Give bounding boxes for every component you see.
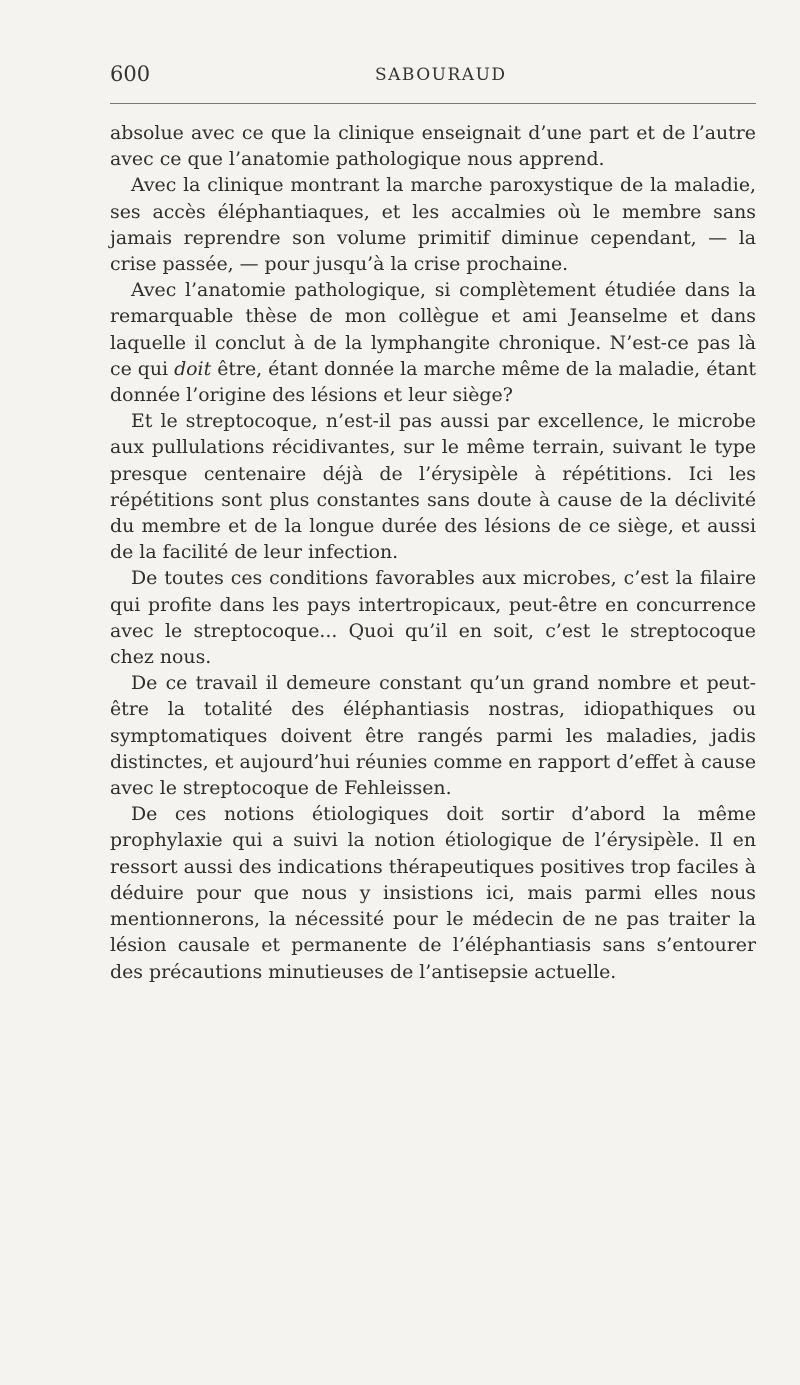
page-header	[110, 62, 756, 92]
paragraph: De ces notions étiologiques doit sortir d’abord la même prophylaxie qui a suivi la notion étiologique de l’érysipèle. Il en ressort aussi des indications thérapeutiques positives trop faciles à déduire pour que nous y insistions ici, mais parmi elles nous mentionnerons, la nécessité pour le médecin de ne pas traiter la lésion causale et permanente de l’éléphantiasis sans s’entourer des précautions minutieuses de l’antisepsie actuelle.	[110, 803, 756, 983]
paragraph: absolue avec ce que la clinique enseignait d’une part et de l’autre avec ce que l’anatomie pathologique nous apprend.	[110, 122, 756, 171]
paragraph: De ce travail il demeure constant qu’un grand nombre et peut-être la totalité des éléphantiasis nostras, idiopathiques ou symptomatiques doivent être rangés parmi les maladies, jadis distinctes, et aujourd’hui réunies comme en rapport d’effet à cause avec le streptocoque de Fehleissen.	[110, 672, 756, 800]
italic-word: doit	[174, 357, 212, 380]
paragraph: De toutes ces conditions favorables aux microbes, c’est la filaire qui profite dans les pays intertropicaux, peut-être en concurrence avec le streptocoque... Quoi qu’il en soit, c’est le streptocoque chez nous.	[110, 567, 756, 669]
running-head: SABOURAUD	[375, 65, 507, 85]
paragraph-text: Avec l’anatomie pathologique, si complètement étudiée dans la remarquable thèse de mon collègue et ami Jeanselme et dans laquelle il conclut à de la lymphangite chronique. N’est-ce pas là ce qui	[110, 279, 756, 380]
paragraph-text: être, étant donnée la marche même de la maladie, étant donnée l’origine des lésions et leur siège?	[110, 357, 756, 407]
paragraph	[110, 277, 756, 408]
body-text	[110, 120, 756, 985]
paragraph: Avec la clinique montrant la marche paroxystique de la maladie, ses accès éléphantiaques, et les accalmies où le membre sans jamais reprendre son volume primitif diminue cependant, — la crise passée, — pour jusqu’à la crise prochaine.	[110, 174, 756, 276]
header-rule	[110, 103, 756, 104]
page-number: 600	[110, 62, 151, 86]
paragraph: Et le streptocoque, n’est-il pas aussi par excellence, le microbe aux pullulations récidivantes, sur le même terrain, suivant le type presque centenaire déjà de l’érysipèle à répétitions. Ici les répétitions sont plus constantes sans doute à cause de la déclivité du membre et de la longue durée des lésions de ce siège, et aussi de la facilité de leur infection.	[110, 410, 756, 564]
